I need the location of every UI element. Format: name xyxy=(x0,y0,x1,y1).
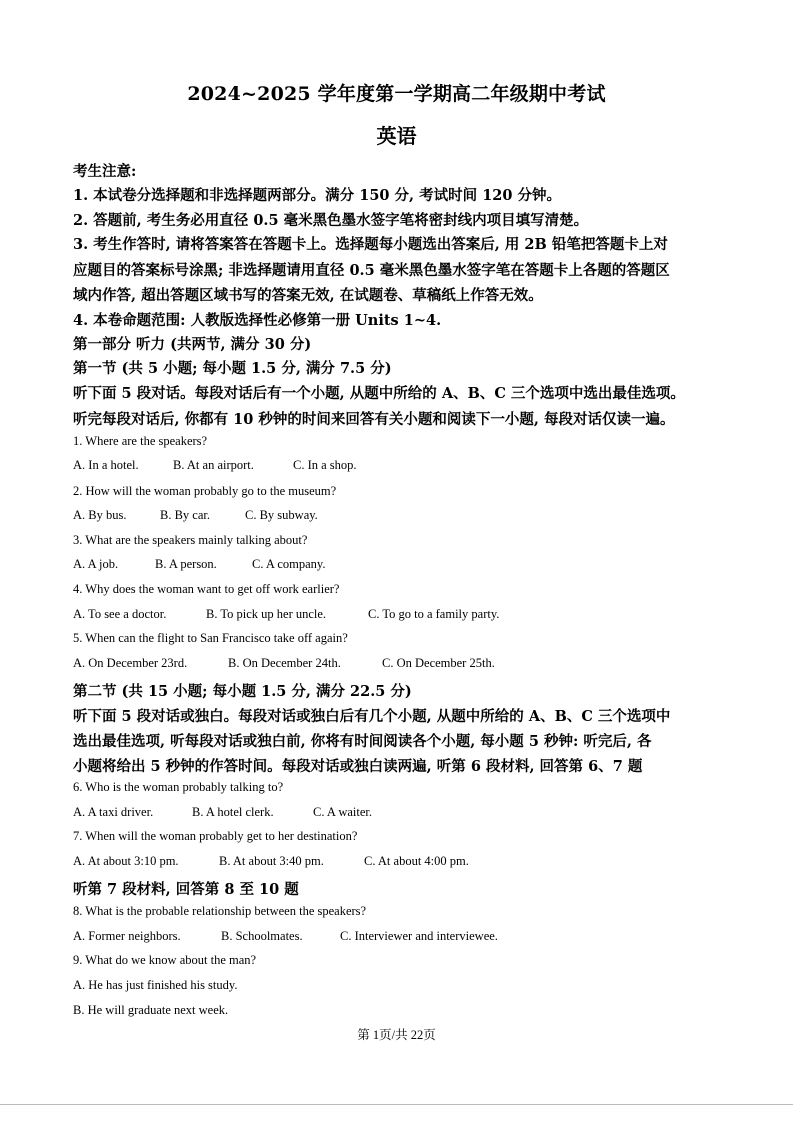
option-b: B. Schoolmates. xyxy=(221,929,303,943)
section1-instruction-line-2: 听完每段对话后, 你都有 10 秒钟的时间来回答有关小题和阅读下一小题, 每段对话仅读一遍。 xyxy=(73,411,675,428)
notice-item-2: 2. 答题前, 考生务必用直径 0.5 毫米黑色墨水签字笔将密封线内项目填写清楚。 xyxy=(73,212,589,229)
option-c: C. To go to a family party. xyxy=(368,607,500,621)
options-8 xyxy=(73,929,733,944)
section2-subheading-7: 听第 7 段材料, 回答第 8 至 10 题 xyxy=(73,881,299,898)
option-9b: B. He will graduate next week. xyxy=(73,1003,229,1017)
options-1 xyxy=(73,458,733,473)
question-5: 5. When can the flight to San Francisco take off again? xyxy=(73,631,348,645)
notice-item-3-line-2: 应题目的答案标号涂黑; 非选择题请用直径 0.5 毫米黑色墨水签字笔在答题卡上各题的答题区 xyxy=(73,262,670,279)
option-a: A. Former neighbors. xyxy=(73,929,181,943)
option-c: C. At about 4:00 pm. xyxy=(364,854,469,868)
option-a: A. In a hotel. xyxy=(73,458,139,472)
section1-instruction-line-1: 听下面 5 段对话。每段对话后有一个小题, 从题中所给的 A、B、C 三个选项中选出最佳选项。 xyxy=(73,385,685,402)
section2-instruction-line-1: 听下面 5 段对话或独白。每段对话或独白后有几个小题, 从题中所给的 A、B、C 三个选项中 xyxy=(73,708,671,725)
notice-heading: 考生注意: xyxy=(73,163,137,180)
question-9: 9. What do we know about the man? xyxy=(73,953,257,967)
option-a: A. By bus. xyxy=(73,508,127,522)
question-1: 1. Where are the speakers? xyxy=(73,434,208,448)
options-3 xyxy=(73,557,733,572)
option-c: C. A company. xyxy=(252,557,326,571)
options-6 xyxy=(73,805,733,820)
section2-instruction-line-2: 选出最佳选项, 听每段对话或独白前, 你将有时间阅读各个小题, 每小题 5 秒钟: 听完后, 各 xyxy=(73,733,652,750)
options-4 xyxy=(73,607,733,622)
question-8: 8. What is the probable relationship between the speakers? xyxy=(73,904,367,918)
option-b: B. At about 3:40 pm. xyxy=(219,854,324,868)
notice-item-4: 4. 本卷命题范围: 人教版选择性必修第一册 Units 1~4. xyxy=(73,312,442,329)
part1-heading: 第一部分 听力 (共两节, 满分 30 分) xyxy=(73,336,312,353)
option-b: B. On December 24th. xyxy=(228,656,341,670)
option-c: C. In a shop. xyxy=(293,458,357,472)
options-5 xyxy=(73,656,733,671)
option-b: B. A person. xyxy=(155,557,217,571)
subject-title: 英语 xyxy=(376,124,417,148)
page-divider xyxy=(0,1104,793,1105)
option-b: B. At an airport. xyxy=(173,458,254,472)
options-2 xyxy=(73,508,733,523)
option-c: C. Interviewer and interviewee. xyxy=(340,929,498,943)
page-number: 第 1页/共 22页 xyxy=(357,1028,436,1042)
option-c: C. On December 25th. xyxy=(382,656,495,670)
option-b: B. To pick up her uncle. xyxy=(206,607,327,621)
exam-title: 2024~2025 学年度第一学期高二年级期中考试 xyxy=(187,83,606,105)
question-6: 6. Who is the woman probably talking to? xyxy=(73,780,284,794)
option-a: A. A taxi driver. xyxy=(73,805,154,819)
option-9a: A. He has just finished his study. xyxy=(73,978,238,992)
option-c: C. A waiter. xyxy=(313,805,373,819)
question-3: 3. What are the speakers mainly talking about? xyxy=(73,533,308,547)
option-b: B. By car. xyxy=(160,508,210,522)
section1-heading: 第一节 (共 5 小题; 每小题 1.5 分, 满分 7.5 分) xyxy=(73,360,392,377)
notice-item-1: 1. 本试卷分选择题和非选择题两部分。满分 150 分, 考试时间 120 分钟。 xyxy=(73,187,562,204)
section2-instruction-line-3: 小题将给出 5 秒钟的作答时间。每段对话或独白读两遍, 听第 6 段材料, 回答第 6、7 题 xyxy=(73,758,643,775)
notice-item-3-line-1: 3. 考生作答时, 请将答案答在答题卡上。选择题每小题选出答案后, 用 2B 铅笔把答题卡上对 xyxy=(73,236,668,253)
notice-item-3-line-3: 域内作答, 超出答题区域书写的答案无效, 在试题卷、草稿纸上作答无效。 xyxy=(73,287,543,304)
option-c: C. By subway. xyxy=(245,508,318,522)
option-b: B. A hotel clerk. xyxy=(192,805,274,819)
options-7 xyxy=(73,854,733,869)
question-7: 7. When will the woman probably get to her destination? xyxy=(73,829,358,843)
question-4: 4. Why does the woman want to get off work earlier? xyxy=(73,582,340,596)
section2-heading: 第二节 (共 15 小题; 每小题 1.5 分, 满分 22.5 分) xyxy=(73,683,412,700)
option-a: A. At about 3:10 pm. xyxy=(73,854,179,868)
option-a: A. A job. xyxy=(73,557,119,571)
option-a: A. To see a doctor. xyxy=(73,607,167,621)
question-2: 2. How will the woman probably go to the museum? xyxy=(73,484,337,498)
option-a: A. On December 23rd. xyxy=(73,656,188,670)
